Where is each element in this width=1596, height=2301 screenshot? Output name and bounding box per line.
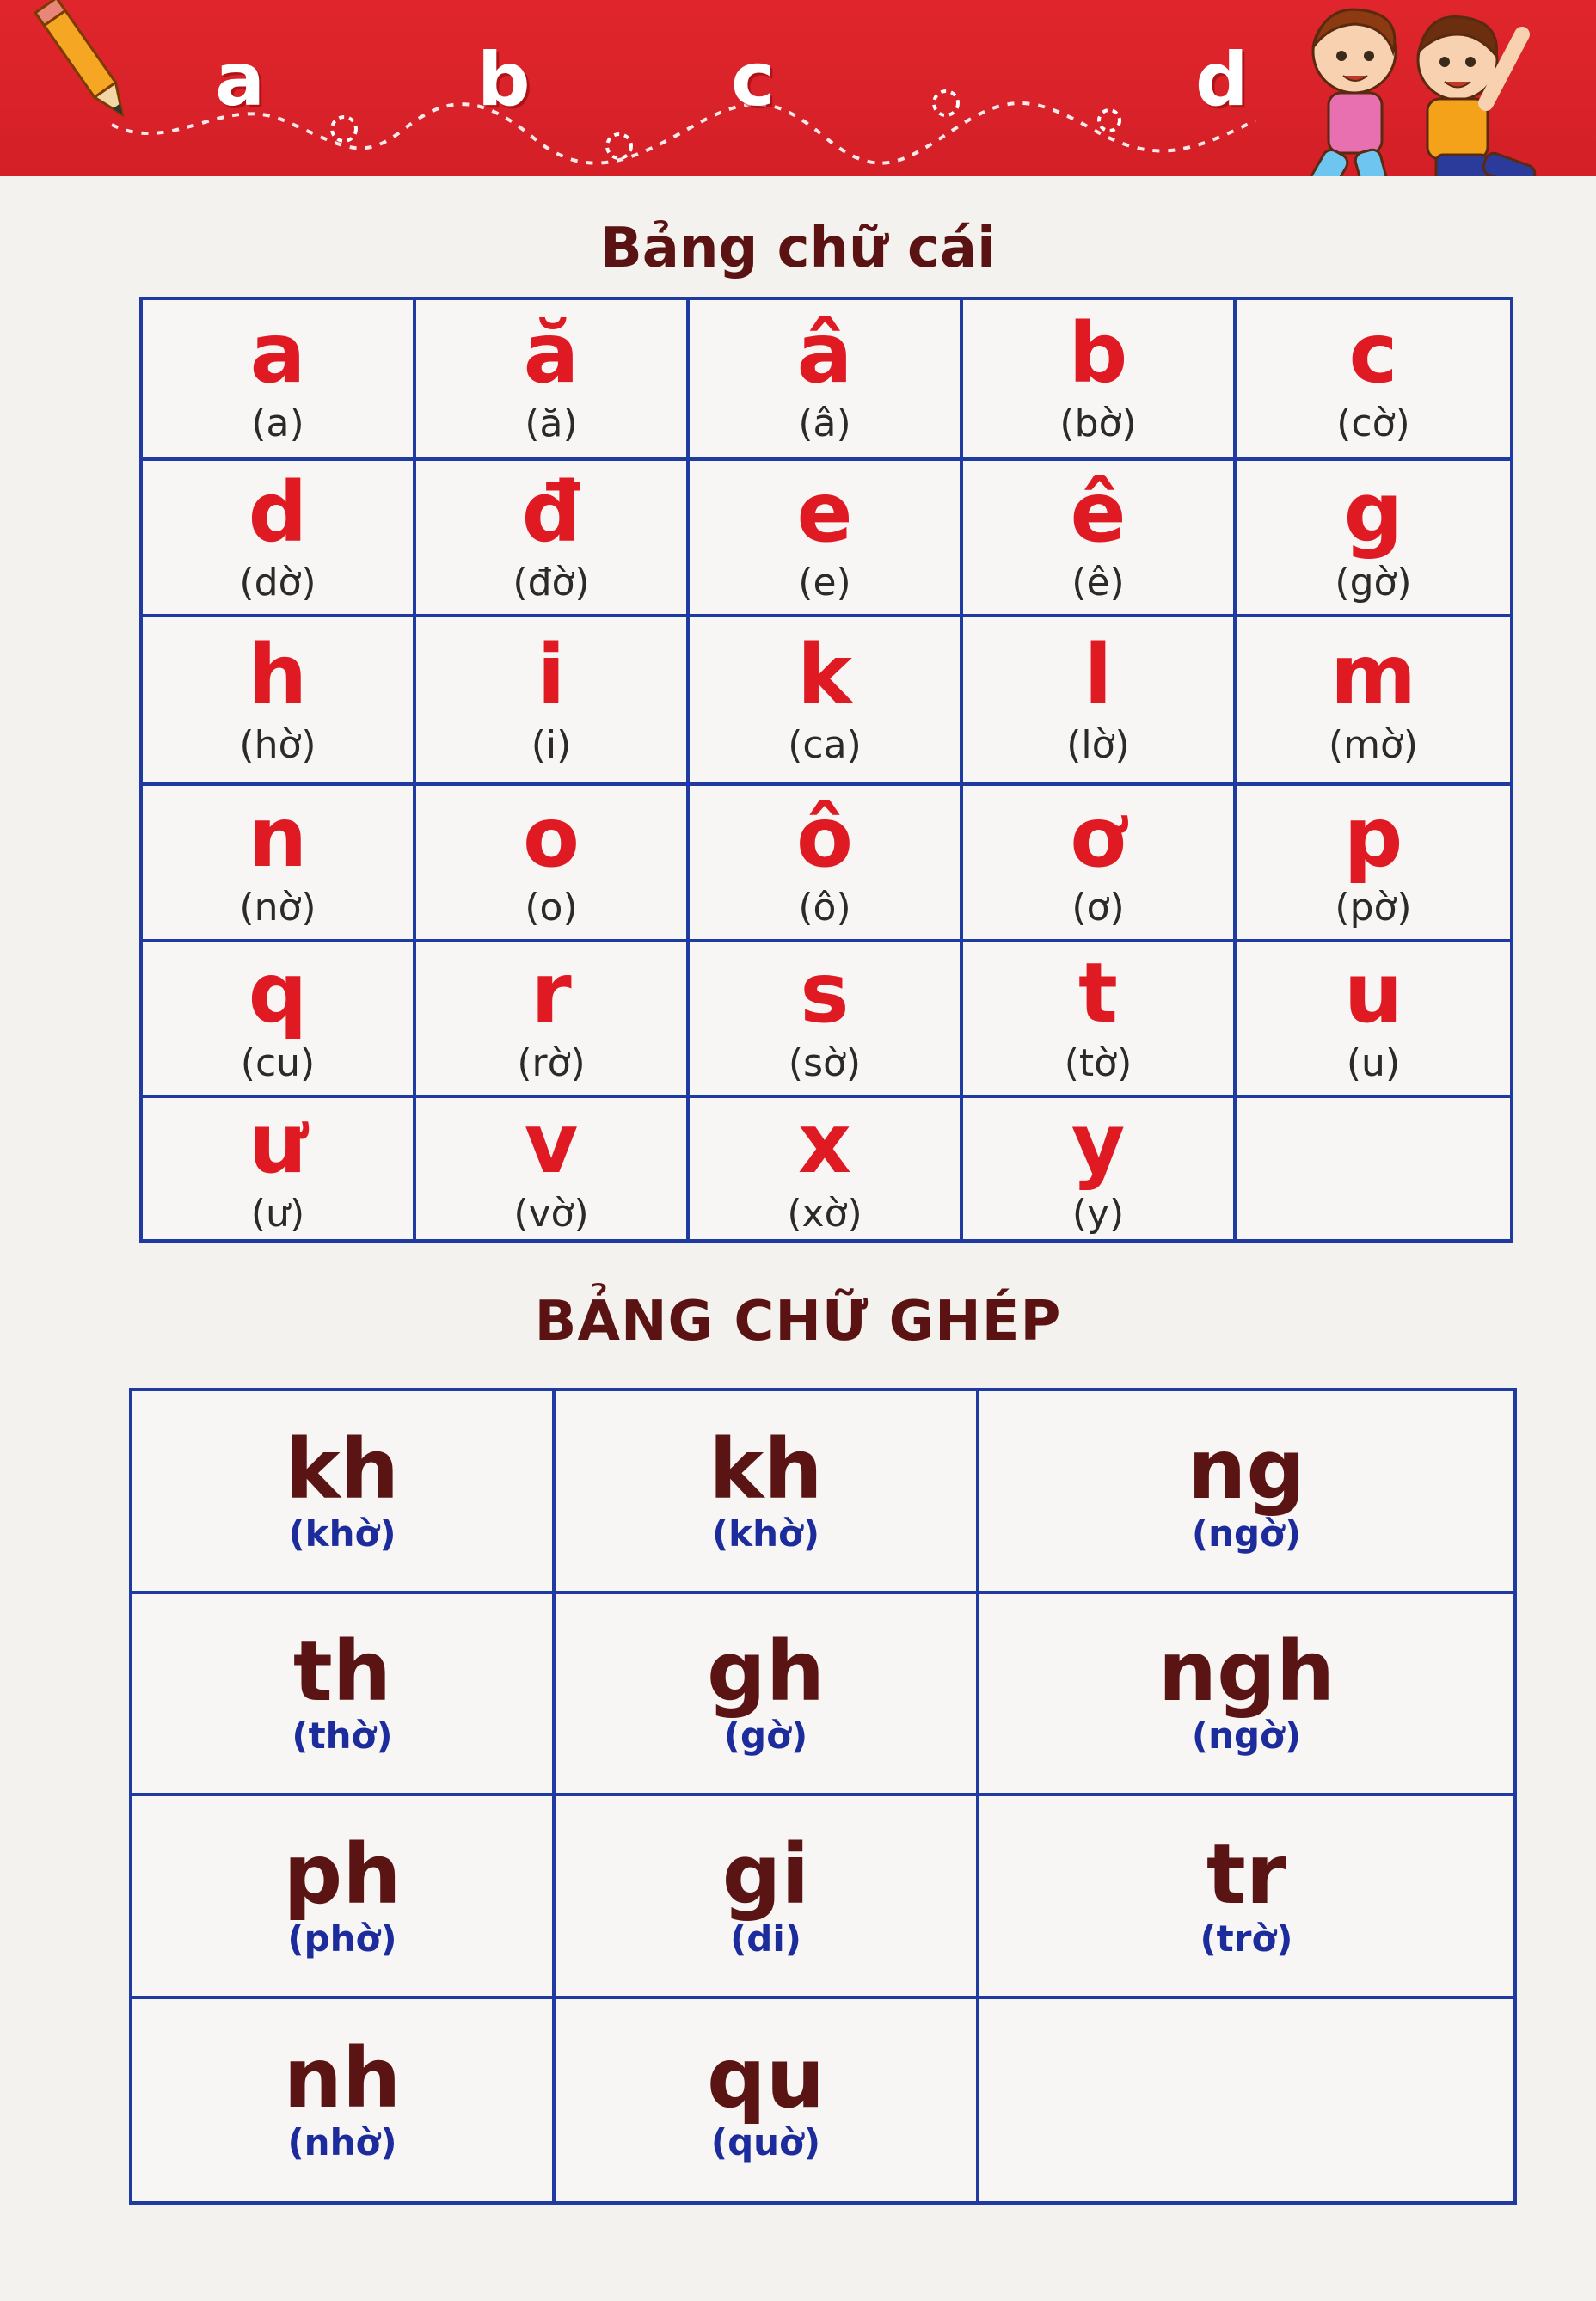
alphabet-cell xyxy=(143,1095,416,1239)
digraph-letters: ng xyxy=(1187,1420,1306,1518)
alphabet-cell xyxy=(963,617,1237,786)
alphabet-pronunciation: (cu) xyxy=(240,1041,316,1086)
alphabet-letter: k xyxy=(797,626,852,723)
alphabet-cell xyxy=(143,786,416,942)
alphabet-pronunciation: (â) xyxy=(798,402,851,446)
digraph-letters: ph xyxy=(283,1825,402,1923)
alphabet-cell xyxy=(416,786,690,942)
digraph-pronunciation: (khờ) xyxy=(711,1512,820,1555)
digraph-cell xyxy=(556,1391,979,1594)
digraph-pronunciation: (khờ) xyxy=(288,1512,396,1555)
alphabet-table xyxy=(139,297,1513,1243)
digraph-cell xyxy=(132,1391,556,1594)
alphabet-pronunciation: (ư) xyxy=(250,1191,305,1236)
children-illustration xyxy=(1264,0,1574,176)
alphabet-title: Bảng chữ cái xyxy=(599,217,997,280)
alphabet-pronunciation: (a) xyxy=(251,402,304,446)
alphabet-letter: đ xyxy=(521,463,581,561)
alphabet-pronunciation: (tờ) xyxy=(1064,1041,1133,1086)
alphabet-letter: r xyxy=(531,945,572,1042)
alphabet-letter: ô xyxy=(796,788,853,886)
alphabet-pronunciation: (sờ) xyxy=(788,1041,862,1086)
alphabet-cell xyxy=(416,942,690,1098)
alphabet-letter: ê xyxy=(1070,463,1126,561)
alphabet-cell xyxy=(690,461,963,617)
alphabet-pronunciation: (xờ) xyxy=(787,1191,862,1236)
alphabet-pronunciation: (rờ) xyxy=(517,1041,586,1086)
digraph-letters: th xyxy=(292,1623,392,1721)
digraph-cell xyxy=(979,1391,1513,1594)
alphabet-cell xyxy=(963,786,1237,942)
digraph-pronunciation: (trờ) xyxy=(1200,1917,1293,1960)
digraph-pronunciation: (nhờ) xyxy=(287,2121,397,2164)
alphabet-letter: ơ xyxy=(1070,788,1126,886)
alphabet-cell xyxy=(1237,1098,1510,1239)
alphabet-cell xyxy=(1237,461,1510,617)
alphabet-cell xyxy=(690,942,963,1098)
alphabet-pronunciation: (u) xyxy=(1346,1041,1401,1086)
alphabet-letter: p xyxy=(1343,788,1403,886)
alphabet-letter: l xyxy=(1083,626,1113,723)
alphabet-cell xyxy=(143,942,416,1098)
alphabet-pronunciation: (ơ) xyxy=(1071,885,1125,930)
alphabet-pronunciation: (ô) xyxy=(798,885,851,930)
alphabet-pronunciation: (i) xyxy=(531,722,572,767)
digraph-pronunciation: (phờ) xyxy=(287,1917,397,1960)
alphabet-pronunciation: (o) xyxy=(525,885,578,930)
alphabet-letter: ư xyxy=(248,1095,308,1192)
alphabet-pronunciation: (ă) xyxy=(525,402,578,446)
digraph-letters: qu xyxy=(706,2030,826,2127)
alphabet-cell xyxy=(416,461,690,617)
alphabet-pronunciation: (dờ) xyxy=(239,560,316,604)
alphabet-pronunciation: (cờ) xyxy=(1336,402,1410,446)
banner-letter-d: d xyxy=(1195,37,1249,123)
alphabet-letter: e xyxy=(796,463,853,561)
alphabet-letter: b xyxy=(1068,305,1128,402)
digraph-cell xyxy=(979,1796,1513,1999)
digraph-letters: nh xyxy=(283,2030,402,2127)
alphabet-cell xyxy=(963,300,1237,461)
digraph-cell xyxy=(132,1999,556,2202)
alphabet-letter: a xyxy=(249,305,306,402)
alphabet-pronunciation: (nờ) xyxy=(239,885,316,930)
alphabet-letter: y xyxy=(1071,1095,1126,1192)
digraph-cell xyxy=(979,1999,1513,2202)
digraph-title: BẢNG CHỮ GHÉP xyxy=(534,1290,1062,1353)
alphabet-cell xyxy=(143,300,416,461)
digraph-letters: kh xyxy=(709,1420,823,1518)
alphabet-letter: i xyxy=(537,626,566,723)
digraph-letters: ngh xyxy=(1157,1623,1335,1721)
alphabet-pronunciation: (ê) xyxy=(1071,560,1125,604)
alphabet-letter: q xyxy=(248,945,308,1042)
banner-letter-a: a xyxy=(215,37,266,123)
alphabet-cell xyxy=(963,1095,1237,1239)
digraph-pronunciation: (di) xyxy=(730,1917,801,1960)
alphabet-cell xyxy=(963,461,1237,617)
alphabet-cell xyxy=(1237,617,1510,786)
alphabet-letter: o xyxy=(523,788,580,886)
alphabet-letter: â xyxy=(796,305,853,402)
alphabet-pronunciation: (đờ) xyxy=(513,560,590,604)
digraph-letters: gh xyxy=(706,1623,826,1721)
alphabet-letter: v xyxy=(524,1095,579,1192)
alphabet-letter: s xyxy=(800,945,850,1042)
alphabet-cell xyxy=(690,617,963,786)
alphabet-letter: c xyxy=(1348,305,1398,402)
alphabet-cell xyxy=(1237,300,1510,461)
digraph-pronunciation: (ngờ) xyxy=(1191,1715,1302,1758)
alphabet-cell xyxy=(416,300,690,461)
digraph-cell xyxy=(132,1796,556,1999)
alphabet-letter: x xyxy=(798,1095,851,1192)
alphabet-cell xyxy=(416,1095,690,1239)
alphabet-cell xyxy=(1237,786,1510,942)
alphabet-pronunciation: (ca) xyxy=(788,722,862,767)
banner-letter-c: c xyxy=(731,37,775,123)
alphabet-letter: n xyxy=(248,788,308,886)
alphabet-cell xyxy=(690,300,963,461)
alphabet-letter: t xyxy=(1078,945,1118,1042)
alphabet-pronunciation: (pờ) xyxy=(1335,885,1412,930)
alphabet-cell xyxy=(143,617,416,786)
digraph-cell xyxy=(556,1999,979,2202)
alphabet-pronunciation: (e) xyxy=(798,560,851,604)
digraph-cell xyxy=(556,1796,979,1999)
digraph-cell xyxy=(979,1594,1513,1797)
banner-letter-b: b xyxy=(477,37,531,123)
header-banner xyxy=(0,0,1596,176)
pencil-icon xyxy=(34,0,146,138)
alphabet-letter: ă xyxy=(523,305,580,402)
alphabet-letter: g xyxy=(1343,463,1403,561)
alphabet-pronunciation: (lờ) xyxy=(1066,722,1130,767)
alphabet-pronunciation: (gờ) xyxy=(1335,560,1412,604)
alphabet-cell xyxy=(416,617,690,786)
digraph-table xyxy=(129,1388,1517,2205)
alphabet-letter: m xyxy=(1329,626,1417,723)
alphabet-cell xyxy=(963,942,1237,1098)
digraph-pronunciation: (quờ) xyxy=(710,2121,821,2164)
alphabet-letter: h xyxy=(248,626,308,723)
alphabet-letter: u xyxy=(1343,945,1403,1042)
alphabet-cell xyxy=(1237,942,1510,1098)
alphabet-cell xyxy=(690,786,963,942)
digraph-letters: gi xyxy=(721,1825,810,1923)
digraph-letters: kh xyxy=(285,1420,400,1518)
alphabet-cell xyxy=(143,461,416,617)
digraph-cell xyxy=(556,1594,979,1797)
alphabet-pronunciation: (mờ) xyxy=(1328,722,1419,767)
alphabet-pronunciation: (hờ) xyxy=(239,722,316,767)
alphabet-pronunciation: (y) xyxy=(1071,1191,1125,1236)
alphabet-pronunciation: (bờ) xyxy=(1059,402,1137,446)
digraph-cell xyxy=(132,1594,556,1797)
digraph-pronunciation: (gờ) xyxy=(723,1715,808,1758)
digraph-pronunciation: (ngờ) xyxy=(1191,1512,1302,1555)
alphabet-letter: d xyxy=(248,463,308,561)
digraph-pronunciation: (thờ) xyxy=(292,1715,393,1758)
alphabet-pronunciation: (vờ) xyxy=(513,1191,589,1236)
alphabet-cell xyxy=(690,1095,963,1239)
digraph-letters: tr xyxy=(1206,1825,1287,1923)
